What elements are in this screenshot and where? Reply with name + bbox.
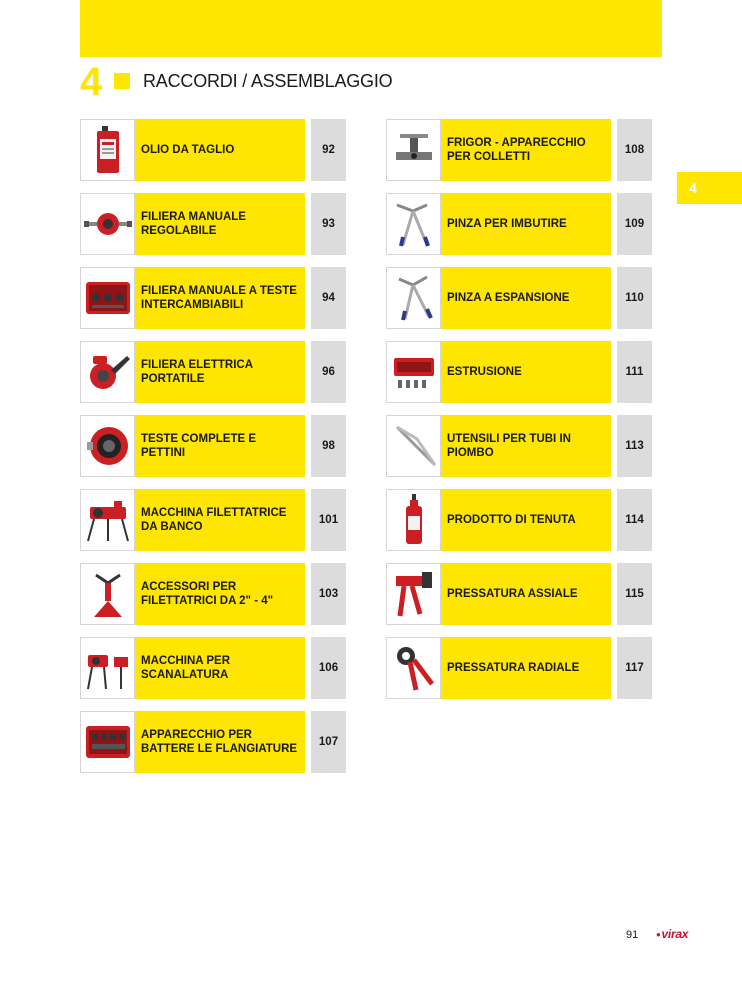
chapter-square-icon	[114, 73, 130, 89]
catalog-entry-extrusion-kit[interactable]	[386, 341, 652, 403]
axial-press-tool-icon	[386, 563, 441, 625]
lead-pipe-tool-icon	[386, 415, 441, 477]
catalog-entry-lead-pipe-tool[interactable]	[386, 415, 652, 477]
die-head-case-icon	[80, 267, 135, 329]
entry-title: FILIERA MANUALE REGOLABILE	[135, 193, 305, 255]
chapter-number: 4	[80, 60, 103, 104]
catalog-entry-swaging-plier[interactable]	[386, 193, 652, 255]
entry-title: FILIERA MANUALE A TESTE INTERCAMBIABILI	[135, 267, 305, 329]
entry-title: APPARECCHIO PER BATTERE LE FLANGIATURE	[135, 711, 305, 773]
catalog-entry-cutting-oil[interactable]	[80, 119, 346, 181]
chapter-title: RACCORDI / ASSEMBLAGGIO	[143, 71, 393, 91]
die-head-icon	[80, 415, 135, 477]
brand-logo	[656, 927, 688, 941]
entry-page[interactable]: 92	[311, 119, 346, 181]
catalog-entry-threading-machine[interactable]	[80, 489, 346, 551]
entry-title: ESTRUSIONE	[441, 341, 611, 403]
catalog-entry-die-head[interactable]	[80, 415, 346, 477]
entry-title: OLIO DA TAGLIO	[135, 119, 305, 181]
entry-title: FRIGOR - APPARECCHIO PER COLLETTI	[441, 119, 611, 181]
sealant-bottle-icon	[386, 489, 441, 551]
flaring-kit-case-icon	[80, 711, 135, 773]
entry-page[interactable]: 101	[311, 489, 346, 551]
entry-title: FILIERA ELETTRICA PORTATILE	[135, 341, 305, 403]
electric-threader-icon	[80, 341, 135, 403]
entry-page[interactable]: 109	[617, 193, 652, 255]
entry-page[interactable]: 107	[311, 711, 346, 773]
entry-page[interactable]: 110	[617, 267, 652, 329]
flaring-tool-icon	[386, 119, 441, 181]
brand-name: virax	[661, 927, 689, 941]
entry-page[interactable]: 115	[617, 563, 652, 625]
manual-die-stock-icon	[80, 193, 135, 255]
entry-title: UTENSILI PER TUBI IN PIOMBO	[441, 415, 611, 477]
entry-title: PRESSATURA RADIALE	[441, 637, 611, 699]
brand-dot-icon: ●	[656, 930, 661, 940]
swaging-plier-icon	[386, 193, 441, 255]
catalog-entry-flaring-kit-case[interactable]	[80, 711, 346, 773]
grooving-machine-icon	[80, 637, 135, 699]
entry-page[interactable]: 111	[617, 341, 652, 403]
pipe-stand-icon	[80, 563, 135, 625]
entry-page[interactable]: 108	[617, 119, 652, 181]
page-number: 91	[626, 929, 639, 941]
entry-title: PINZA PER IMBUTIRE	[441, 193, 611, 255]
entry-page[interactable]: 93	[311, 193, 346, 255]
catalog-entry-expanding-plier[interactable]	[386, 267, 652, 329]
entry-page[interactable]: 114	[617, 489, 652, 551]
entry-page[interactable]: 94	[311, 267, 346, 329]
entry-page[interactable]: 106	[311, 637, 346, 699]
threading-machine-icon	[80, 489, 135, 551]
catalog-entry-pipe-stand[interactable]	[80, 563, 346, 625]
cutting-oil-can-icon	[80, 119, 135, 181]
entry-page[interactable]: 96	[311, 341, 346, 403]
entry-title: TESTE COMPLETE E PETTINI	[135, 415, 305, 477]
expanding-plier-icon	[386, 267, 441, 329]
entry-page[interactable]: 98	[311, 415, 346, 477]
entry-title: MACCHINA FILETTATRICE DA BANCO	[135, 489, 305, 551]
catalog-entry-electric-threader[interactable]	[80, 341, 346, 403]
catalog-entry-die-head-case[interactable]	[80, 267, 346, 329]
catalog-entry-grooving-machine[interactable]	[80, 637, 346, 699]
radial-press-tool-icon	[386, 637, 441, 699]
extrusion-kit-icon	[386, 341, 441, 403]
entry-page[interactable]: 113	[617, 415, 652, 477]
entry-title: PRODOTTO DI TENUTA	[441, 489, 611, 551]
catalog-entry-radial-press-tool[interactable]	[386, 637, 652, 699]
entry-page[interactable]: 103	[311, 563, 346, 625]
entry-title: PRESSATURA ASSIALE	[441, 563, 611, 625]
catalog-entry-manual-die-stock[interactable]	[80, 193, 346, 255]
top-yellow-band	[80, 0, 662, 57]
catalog-entry-axial-press-tool[interactable]	[386, 563, 652, 625]
entry-title: MACCHINA PER SCANALATURA	[135, 637, 305, 699]
entry-page[interactable]: 117	[617, 637, 652, 699]
chapter-side-tab[interactable]: 4	[677, 172, 742, 204]
catalog-entry-sealant-bottle[interactable]	[386, 489, 652, 551]
entry-title: PINZA A ESPANSIONE	[441, 267, 611, 329]
catalog-entry-flaring-tool[interactable]	[386, 119, 652, 181]
entry-title: ACCESSORI PER FILETTATRICI DA 2" - 4"	[135, 563, 305, 625]
